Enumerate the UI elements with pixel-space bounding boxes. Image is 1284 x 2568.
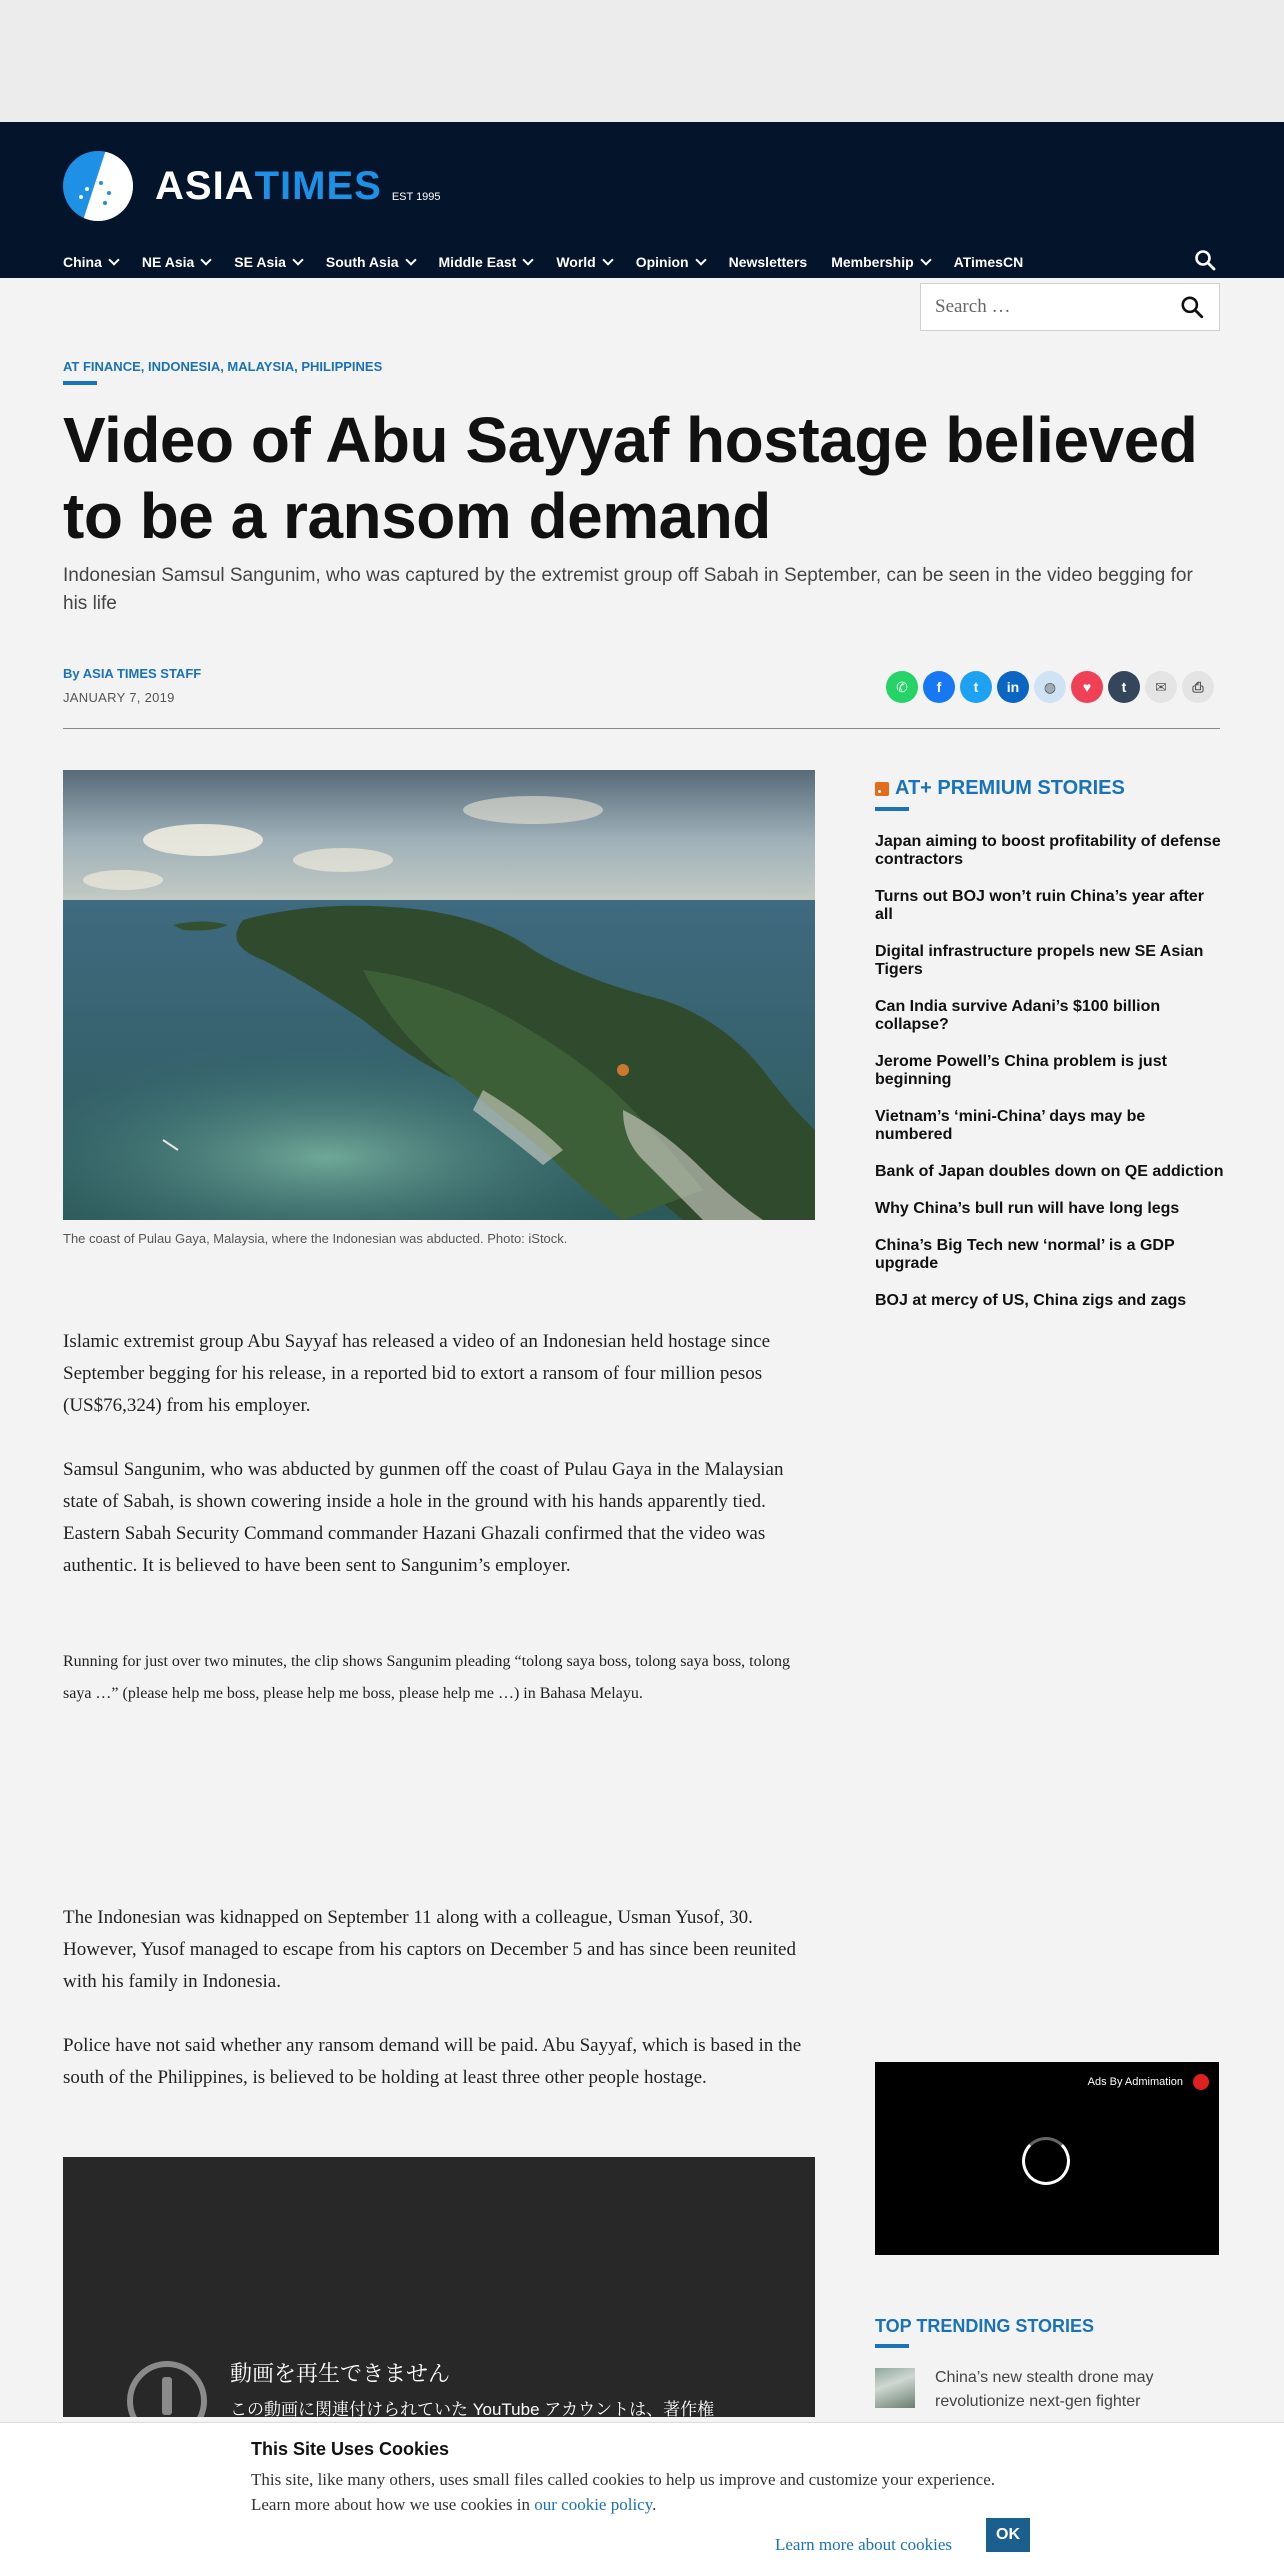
warning-icon — [127, 2361, 207, 2417]
embed-error-message: この動画に関連付けられていた YouTube アカウントは、著作権 — [230, 2400, 715, 2417]
logo-wordmark-asia: ASIA — [155, 163, 255, 208]
twitter-share-icon[interactable]: t — [960, 671, 992, 703]
trending-story-link[interactable]: China’s new stealth drone may revolutionize next-gen fighter — [935, 2369, 1154, 2410]
share-buttons — [886, 671, 1219, 703]
nav-item-label: SE Asia — [234, 254, 286, 270]
print-share-icon[interactable]: ⎙ — [1182, 671, 1214, 703]
chevron-down-icon — [920, 254, 931, 265]
premium-story-link[interactable]: Turns out BOJ won’t ruin China’s year after all — [875, 888, 1204, 923]
article-paragraph: Police have not said whether any ransom demand will be paid. Abu Sayyaf, which is based in the south of the Philippines, is believed to be holding at least three other people hostage. — [63, 2035, 802, 2088]
search-form — [920, 283, 1220, 331]
reddit-share-icon[interactable]: ◍ — [1034, 671, 1066, 703]
chevron-down-icon — [108, 254, 119, 265]
premium-stories-list — [875, 833, 1225, 1329]
nav-item-china[interactable] — [63, 254, 118, 270]
nav-item-se-asia[interactable] — [234, 254, 302, 270]
premium-story-link[interactable]: Japan aiming to boost profitability of defense contractors — [875, 833, 1221, 868]
linkedin-share-icon[interactable]: in — [997, 671, 1029, 703]
article-paragraph: Running for just over two minutes, the clip shows Sangunim pleading “tolong saya boss, tolong saya boss, tolong saya …” (please help me boss, please help me boss, please help me …) in Bahasa Melayu. — [63, 1653, 791, 1702]
rss-icon[interactable] — [875, 782, 889, 796]
premium-story-link[interactable]: Why China’s bull run will have long legs — [875, 1200, 1180, 1217]
cookie-text-body: This site, like many others, uses small files called cookies to help us improve and customize your experience. Learn more about how we use cookies in — [251, 2470, 996, 2514]
nav-item-membership[interactable] — [831, 254, 929, 270]
premium-story-link[interactable]: Vietnam’s ‘mini-China’ days may be numbered — [875, 1108, 1146, 1143]
logo-established: EST 1995 — [391, 191, 441, 203]
nav-item-south-asia[interactable] — [326, 254, 415, 270]
nav-item-label: NE Asia — [141, 254, 195, 270]
chevron-down-icon — [602, 254, 613, 265]
pocket-share-icon[interactable]: ♥ — [1071, 671, 1103, 703]
article-paragraph: Samsul Sangunim, who was abducted by gunmen off the coast of Pulau Gaya in the Malaysian state of Sabah, is shown cowering inside a hole in the ground with his hands apparently tied. Eastern Sabah Security Command commander Hazani Ghazali confirmed that the video was authentic. It is believed to have been sent to Sangunim’s employer. — [63, 1459, 784, 1576]
site-logo[interactable] — [63, 151, 441, 221]
premium-story-link[interactable]: Bank of Japan doubles down on QE addiction — [875, 1163, 1224, 1180]
nav-item-label: South Asia — [325, 254, 399, 270]
tumblr-share-icon[interactable]: t — [1108, 671, 1140, 703]
nav-item-ne-asia[interactable] — [142, 254, 210, 270]
ad-label: Ads By Admimation — [1087, 2076, 1183, 2088]
header-divider — [63, 728, 1220, 729]
premium-underline — [875, 807, 909, 811]
nav-item-label: Opinion — [635, 254, 689, 270]
cookie-banner — [0, 2422, 1284, 2568]
publish-date: JANUARY 7, 2019 — [63, 690, 175, 705]
chevron-down-icon — [292, 254, 303, 265]
article-categories[interactable]: AT FINANCE, INDONESIA, MALAYSIA, PHILIPPINES — [63, 359, 383, 374]
search-icon[interactable] — [1193, 248, 1217, 272]
search-submit-icon[interactable] — [1179, 294, 1205, 320]
video-ad[interactable] — [875, 2062, 1219, 2255]
top-ad-space — [0, 0, 1284, 122]
cookie-text-period: . — [652, 2495, 657, 2514]
nav-item-label: World — [556, 254, 596, 270]
nav-item-label: Middle East — [438, 254, 517, 270]
trending-underline — [875, 2344, 909, 2348]
chevron-down-icon — [201, 254, 212, 265]
trending-header: TOP TRENDING STORIES — [875, 2316, 1095, 2336]
masthead — [0, 122, 1284, 278]
nav-item-label: ATimesCN — [953, 254, 1024, 270]
logo-wordmark-times: TIMES — [254, 163, 382, 208]
image-caption: The coast of Pulau Gaya, Malaysia, where the Indonesian was abducted. Photo: iStock. — [63, 1231, 568, 1246]
byline — [63, 666, 201, 681]
cookie-ok-button[interactable]: OK — [986, 2518, 1030, 2552]
search-input[interactable] — [935, 296, 1179, 318]
premium-story-link[interactable]: Digital infrastructure propels new SE Asian Tigers — [875, 943, 1204, 978]
premium-story-link[interactable]: BOJ at mercy of US, China zigs and zags — [875, 1292, 1187, 1309]
youtube-embed[interactable] — [63, 2157, 815, 2417]
whatsapp-share-icon[interactable]: ✆ — [886, 671, 918, 703]
facebook-share-icon[interactable]: f — [923, 671, 955, 703]
cookie-text — [251, 2467, 1011, 2517]
email-share-icon[interactable]: ✉ — [1145, 671, 1177, 703]
chevron-down-icon — [405, 254, 416, 265]
article-paragraph: The Indonesian was kidnapped on September 11 along with a colleague, Usman Yusof, 30. However, Yusof managed to escape from his captors on December 5 and has since been reunited with his family in Indonesia. — [63, 1907, 796, 1992]
embed-error-title: 動画を再生できません — [230, 2361, 451, 2386]
nav-item-middle-east[interactable] — [439, 254, 533, 270]
learn-more-cookies-link[interactable]: Learn more about cookies — [775, 2535, 953, 2554]
article-paragraph: Islamic extremist group Abu Sayyaf has released a video of an Indonesian held hostage since September begging for his release, in a reported bid to extort a ransom of four million pesos (US$76,324) from his employer. — [63, 1331, 771, 1416]
premium-story-link[interactable]: Can India survive Adani’s $100 billion collapse? — [875, 998, 1161, 1033]
cookie-title: This Site Uses Cookies — [251, 2439, 450, 2459]
article-headline: Video of Abu Sayyaf hostage believed to be a ransom demand — [63, 404, 1198, 552]
byline-prefix: By — [63, 666, 80, 681]
nav-item-newsletters[interactable] — [729, 254, 808, 270]
loading-spinner-icon — [1022, 2137, 1070, 2185]
logo-emblem-icon — [63, 151, 133, 221]
premium-stories-header[interactable] — [875, 777, 1125, 800]
primary-nav — [63, 250, 1047, 274]
nav-item-label: Newsletters — [728, 254, 808, 270]
trending-thumbnail[interactable] — [875, 2368, 915, 2408]
nav-item-opinion[interactable] — [636, 254, 705, 270]
hero-image — [63, 770, 815, 1220]
premium-stories-title: AT+ PREMIUM STORIES — [895, 777, 1125, 799]
category-underline — [63, 381, 97, 385]
nav-item-label: China — [63, 254, 102, 270]
chevron-down-icon — [523, 254, 534, 265]
nav-item-label: Membership — [831, 254, 914, 270]
premium-story-link[interactable]: Jerome Powell’s China problem is just beginning — [875, 1053, 1167, 1088]
premium-story-link[interactable]: China’s Big Tech new ‘normal’ is a GDP upgrade — [875, 1237, 1175, 1272]
author-link[interactable]: ASIA TIMES STAFF — [82, 666, 202, 681]
cookie-policy-link[interactable]: our cookie policy — [534, 2495, 653, 2514]
chevron-down-icon — [695, 254, 706, 265]
nav-item-atimescn[interactable] — [954, 254, 1024, 270]
nav-item-world[interactable] — [556, 254, 611, 270]
article-dek: Indonesian Samsul Sangunim, who was captured by the extremist group off Sabah in September, can be seen in the video begging for his life — [63, 565, 1193, 614]
ad-close-icon[interactable] — [1193, 2074, 1209, 2090]
